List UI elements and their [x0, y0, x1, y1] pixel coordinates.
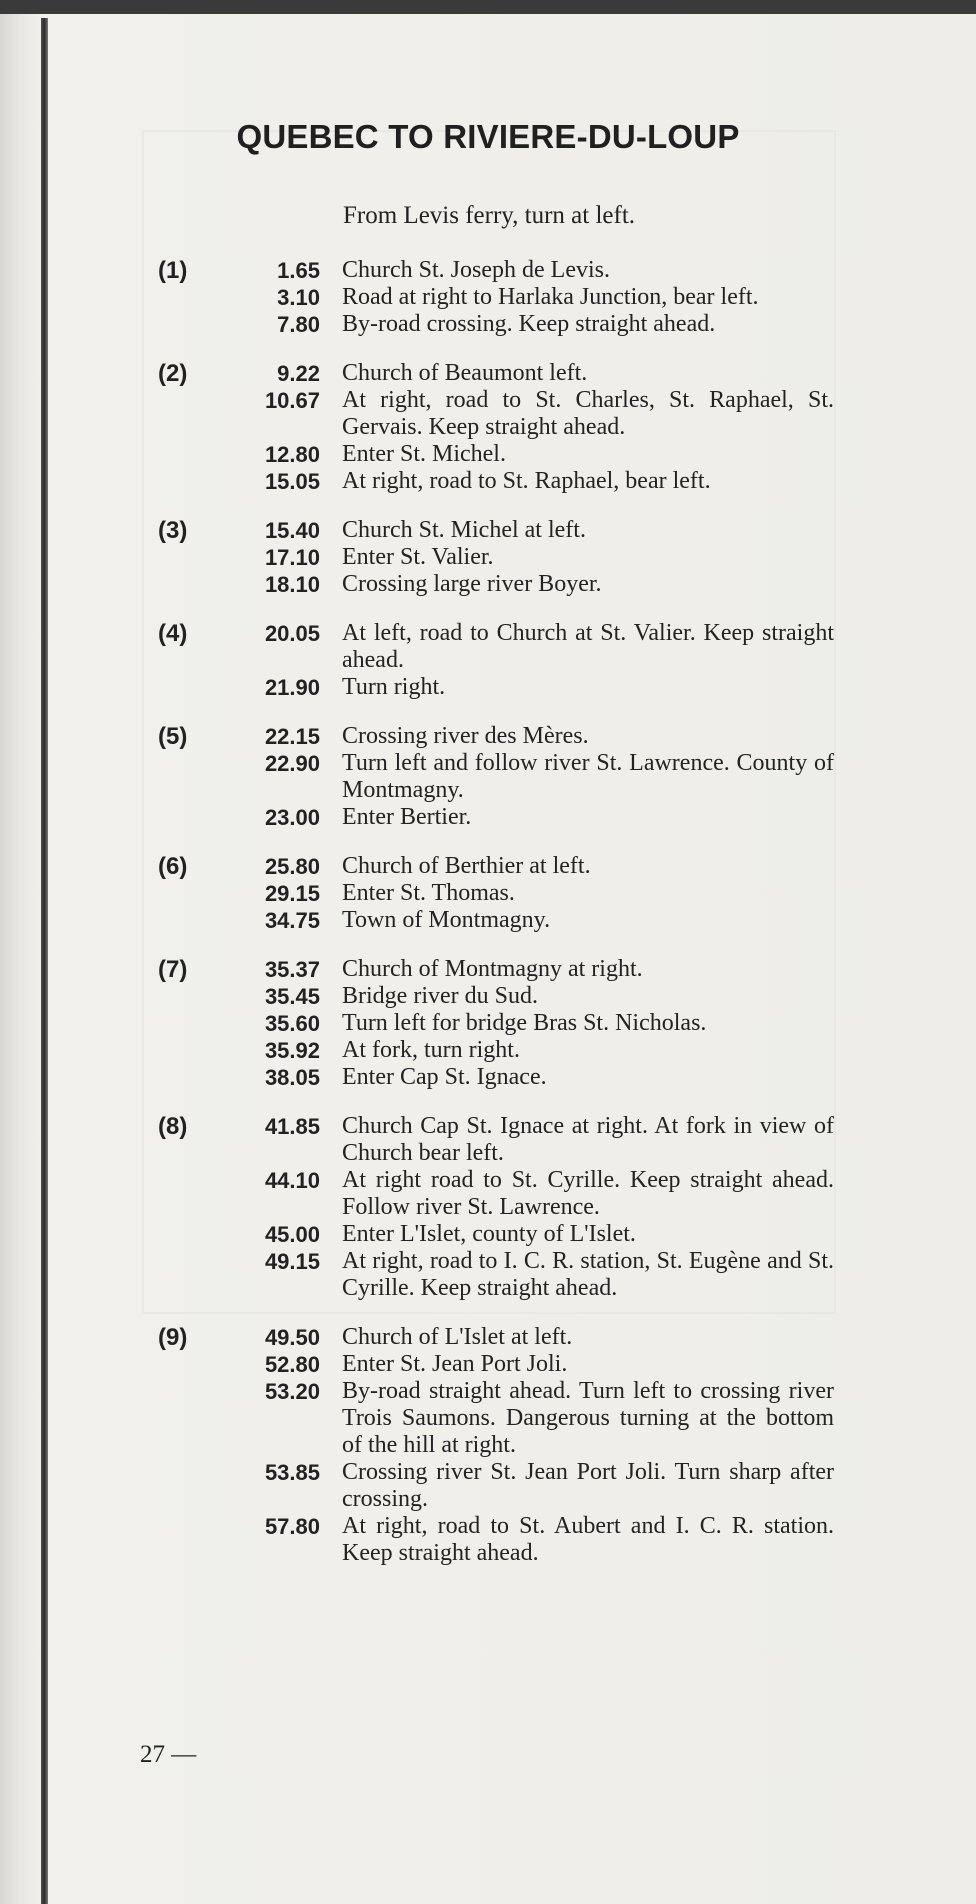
entry-description: Turn right. [342, 674, 446, 700]
route-entry [158, 1167, 834, 1221]
entry-description: By-road straight ahead. Turn left to crossing river Trois Saumons. Dangerous turning at the bottom of the hill at right. [342, 1378, 834, 1458]
entry-description: Church St. Michel at left. [342, 517, 586, 543]
route-entry [158, 620, 834, 674]
route-entry [158, 1378, 834, 1459]
route-entry [158, 853, 834, 880]
route-entry [158, 1248, 834, 1302]
entry-description: Crossing river St. Jean Port Joli. Turn sharp after crossing. [342, 1459, 834, 1512]
route-entries [158, 257, 834, 1589]
mileage: 20.05 [264, 621, 320, 646]
route-entry [158, 750, 834, 804]
entry-description: Church of Beaumont left. [342, 360, 588, 386]
section-number: (8) [158, 1113, 188, 1140]
section-number: (9) [158, 1324, 188, 1351]
mileage: 1.65 [277, 258, 320, 283]
mileage: 49.15 [264, 1249, 320, 1274]
entry-description: At right, road to St. Charles, St. Raphael, St. Gervais. Keep straight ahead. [342, 387, 834, 440]
mileage: 35.37 [264, 957, 320, 982]
route-entry [158, 907, 834, 934]
route-entry [158, 804, 834, 831]
entry-description: Church of Berthier at left. [342, 853, 591, 879]
route-entry [158, 311, 834, 338]
route-entry [158, 257, 834, 284]
entry-description: Enter St. Michel. [342, 441, 506, 467]
route-entry [158, 441, 834, 468]
mileage: 15.05 [264, 469, 320, 494]
section-number: (7) [158, 956, 188, 983]
route-section [158, 360, 834, 495]
route-entry [158, 360, 834, 387]
mileage: 25.80 [264, 854, 320, 879]
mileage: 7.80 [277, 312, 320, 337]
section-number: (6) [158, 853, 188, 880]
mileage: 22.90 [264, 751, 320, 776]
route-entry [158, 284, 834, 311]
entry-description: Church of L'Islet at left. [342, 1324, 573, 1350]
mileage: 3.10 [277, 285, 320, 310]
mileage: 38.05 [264, 1065, 320, 1090]
entry-description: Turn left and follow river St. Lawrence. County of Montmagny. [342, 750, 834, 803]
mileage: 53.20 [264, 1379, 320, 1404]
mileage: 29.15 [264, 881, 320, 906]
mileage: 12.80 [264, 442, 320, 467]
mileage: 57.80 [264, 1514, 320, 1539]
mileage: 23.00 [264, 805, 320, 830]
entry-description: Enter St. Thomas. [342, 880, 515, 906]
mileage: 35.60 [264, 1011, 320, 1036]
entry-description: Enter St. Valier. [342, 544, 494, 570]
mileage: 21.90 [264, 675, 320, 700]
section-number: (5) [158, 723, 188, 750]
mileage: 52.80 [264, 1352, 320, 1377]
entry-description: Crossing large river Boyer. [342, 571, 602, 597]
route-entry [158, 956, 834, 983]
mileage: 41.85 [264, 1114, 320, 1139]
route-entry [158, 1064, 834, 1091]
mileage: 17.10 [264, 545, 320, 570]
route-entry [158, 468, 834, 495]
page-number: 27 — [140, 1741, 197, 1768]
route-entry [158, 1513, 834, 1567]
mileage: 49.50 [264, 1325, 320, 1350]
route-section [158, 853, 834, 934]
route-section [158, 1324, 834, 1567]
mileage: 9.22 [277, 361, 320, 386]
route-section [158, 723, 834, 831]
mileage: 45.00 [264, 1222, 320, 1247]
section-number: (3) [158, 517, 188, 544]
section-number: (2) [158, 360, 188, 387]
route-section [158, 257, 834, 338]
entry-description: Church Cap St. Ignace at right. At fork in view of Church bear left. [342, 1113, 834, 1166]
section-number: (1) [158, 257, 188, 284]
book-spine-shadow [41, 18, 48, 1904]
entry-description: Turn left for bridge Bras St. Nicholas. [342, 1010, 707, 1036]
mileage: 34.75 [264, 908, 320, 933]
route-entry [158, 544, 834, 571]
entry-description: At right road to St. Cyrille. Keep straight ahead. Follow river St. Lawrence. [342, 1167, 834, 1220]
route-entry [158, 880, 834, 907]
mileage: 22.15 [264, 724, 320, 749]
entry-description: Road at right to Harlaka Junction, bear left. [342, 284, 759, 310]
entry-description: At right, road to I. C. R. station, St. Eugène and St. Cyrille. Keep straight ahead. [342, 1248, 834, 1301]
entry-description: At left, road to Church at St. Valier. Keep straight ahead. [342, 620, 834, 673]
entry-description: Enter St. Jean Port Joli. [342, 1351, 568, 1377]
route-entry [158, 983, 834, 1010]
entry-description: Church St. Joseph de Levis. [342, 257, 610, 283]
mileage: 35.92 [264, 1038, 320, 1063]
page-title: QUEBEC TO RIVIERE-DU-LOUP [236, 118, 740, 155]
mileage: 44.10 [264, 1168, 320, 1193]
entry-description: At right, road to St. Aubert and I. C. R. station. Keep straight ahead. [342, 1513, 834, 1566]
mileage: 18.10 [264, 572, 320, 597]
entry-description: Enter Bertier. [342, 804, 472, 830]
section-number: (4) [158, 620, 188, 647]
route-entry [158, 1221, 834, 1248]
route-entry [158, 723, 834, 750]
entry-description: At right, road to St. Raphael, bear left. [342, 468, 711, 494]
route-entry [158, 1037, 834, 1064]
entry-description: By-road crossing. Keep straight ahead. [342, 311, 716, 337]
route-entry [158, 674, 834, 701]
entry-description: Enter Cap St. Ignace. [342, 1064, 547, 1090]
entry-description: Church of Montmagny at right. [342, 956, 643, 982]
route-entry [158, 1010, 834, 1037]
route-entry [158, 1113, 834, 1167]
route-entry [158, 517, 834, 544]
mileage: 10.67 [264, 388, 320, 413]
mileage: 53.85 [264, 1460, 320, 1485]
route-entry [158, 387, 834, 441]
entry-description: Bridge river du Sud. [342, 983, 538, 1009]
top-edge-bar [0, 0, 976, 14]
route-entry [158, 571, 834, 598]
route-section [158, 956, 834, 1091]
route-entry [158, 1459, 834, 1513]
entry-description: At fork, turn right. [342, 1037, 520, 1063]
mileage: 15.40 [264, 518, 320, 543]
entry-description: Crossing river des Mères. [342, 723, 589, 749]
mileage: 35.45 [264, 984, 320, 1009]
route-section [158, 1113, 834, 1302]
route-section [158, 620, 834, 701]
route-entry [158, 1351, 834, 1378]
entry-description: Town of Montmagny. [342, 907, 551, 933]
intro-text: From Levis ferry, turn at left. [343, 202, 636, 229]
route-entry [158, 1324, 834, 1351]
route-section [158, 517, 834, 598]
entry-description: Enter L'Islet, county of L'Islet. [342, 1221, 636, 1247]
